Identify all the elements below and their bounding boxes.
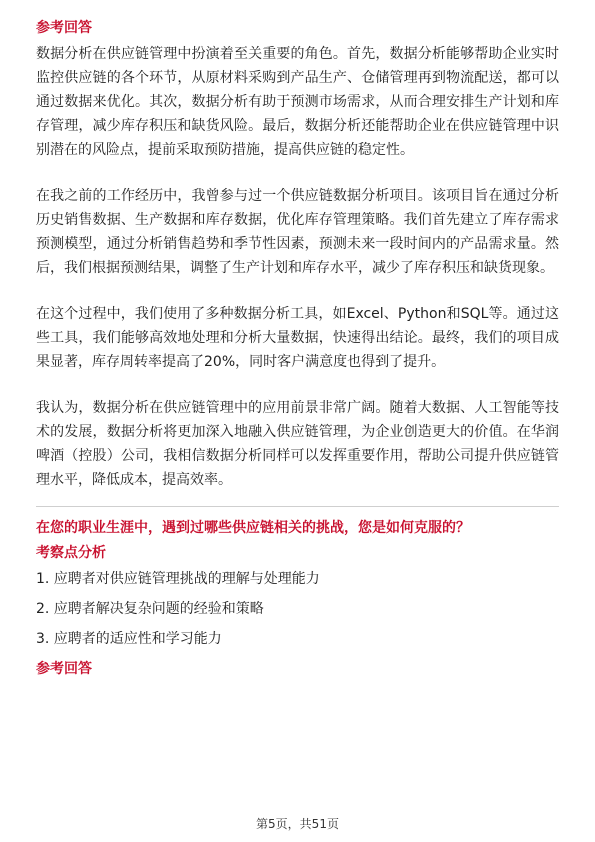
- list-item: 2. 应聘者解决复杂问题的经验和策略: [36, 601, 264, 617]
- interview-question: 在您的职业生涯中，遇到过哪些供应链相关的挑战，您是如何克服的？: [36, 520, 470, 536]
- document-page: [36, 18, 559, 679]
- analysis-list: [36, 569, 559, 649]
- analysis-heading: 考察点分析: [36, 545, 106, 561]
- reference-answer-heading: 参考回答: [36, 20, 92, 36]
- answer-paragraph: 在这个过程中，我们使用了多种数据分析工具，如Excel、Python和SQL等。通过这些工具，我们能够高效地处理和分析大量数据，快速得出结论。最终，我们的项目成果显著，库存周转率提高了20%，同时客户满意度也得到了提升。: [36, 306, 559, 370]
- answer-paragraph: 我认为，数据分析在供应链管理中的应用前景非常广阔。随着大数据、人工智能等技术的发展，数据分析将更加深入地融入供应链管理，为企业创造更大的价值。在华润啤酒（控股）公司，我相信数据分析同样可以发挥重要作用，帮助公司提升供应链管理水平，降低成本，提高效率。: [36, 400, 559, 488]
- reference-answer-heading-2: 参考回答: [36, 661, 92, 677]
- answer-paragraph: 数据分析在供应链管理中扮演着至关重要的角色。首先，数据分析能够帮助企业实时监控供应链的各个环节，从原材料采购到产品生产、仓储管理再到物流配送，都可以通过数据来优化。其次，数据分析有助于预测市场需求，从而合理安排生产计划和库存管理，减少库存积压和缺货风险。最后，数据分析还能帮助企业在供应链管理中识别潜在的风险点，提前采取预防措施，提高供应链的稳定性。: [36, 46, 559, 158]
- section-divider: [36, 506, 559, 507]
- list-item: 3. 应聘者的适应性和学习能力: [36, 631, 222, 647]
- page-number-footer: 第5页，共51页: [256, 817, 339, 831]
- answer-paragraph: 在我之前的工作经历中，我曾参与过一个供应链数据分析项目。该项目旨在通过分析历史销售数据、生产数据和库存数据，优化库存管理策略。我们首先建立了库存需求预测模型，通过分析销售趋势和季节性因素，预测未来一段时间内的产品需求量。然后，我们根据预测结果，调整了生产计划和库存水平，减少了库存积压和缺货现象。: [36, 188, 559, 276]
- list-item: 1. 应聘者对供应链管理挑战的理解与处理能力: [36, 571, 320, 587]
